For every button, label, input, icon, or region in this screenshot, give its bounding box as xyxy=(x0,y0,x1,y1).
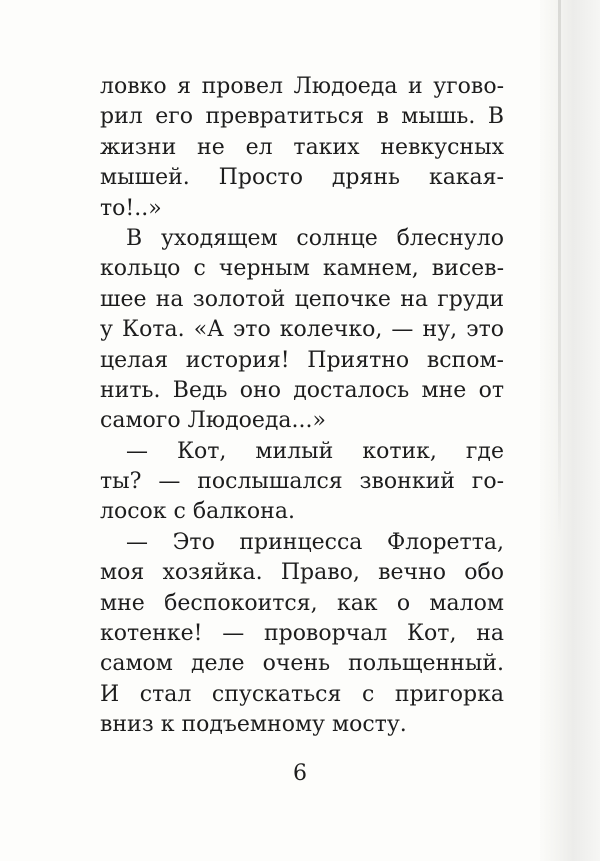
paragraph-start-line: — Это принцесса Флоретта, xyxy=(126,529,504,555)
text-line: мне беспокоится, как о малом xyxy=(100,590,504,616)
text-line: лосок с балкона. xyxy=(100,499,295,525)
text-line: кольцо с черным камнем, висев- xyxy=(100,256,504,282)
text-line: вниз к подъемному мосту. xyxy=(100,712,407,738)
text-line: целая история! Приятно вспом- xyxy=(100,347,504,373)
text-line: рил его превратиться в мышь. В xyxy=(100,104,504,130)
text-line: мышей. Просто дрянь какая- xyxy=(100,165,504,191)
text-line: самом деле очень польщенный. xyxy=(100,651,504,677)
text-line: жизни не ел таких невкусных xyxy=(100,134,504,160)
text-line: у Кота. «А это колечко, — ну, это xyxy=(100,317,504,343)
page-text xyxy=(100,72,504,741)
page-number: 6 xyxy=(293,761,307,786)
text-line: ты? — послышался звонкий го- xyxy=(100,469,504,495)
binding-edge xyxy=(558,0,561,540)
text-line: то!..» xyxy=(100,195,162,221)
text-line: шее на золотой цепочке на груди xyxy=(100,286,504,312)
text-line: И стал спускаться с пригорка xyxy=(100,681,504,707)
text-line: нить. Ведь оно досталось мне от xyxy=(100,377,504,403)
text-line: моя хозяйка. Право, вечно обо xyxy=(100,560,504,586)
text-line: ловко я провел Людоеда и угово- xyxy=(100,74,504,99)
page-gutter-shadow xyxy=(540,0,600,861)
paragraph-start-line: В уходящем солнце блеснуло xyxy=(126,225,504,251)
paragraph-start-line: — Кот, милый котик, где xyxy=(126,438,504,464)
text-line: самого Людоеда...» xyxy=(100,408,326,434)
text-line: котенке! — проворчал Кот, на xyxy=(100,621,504,647)
